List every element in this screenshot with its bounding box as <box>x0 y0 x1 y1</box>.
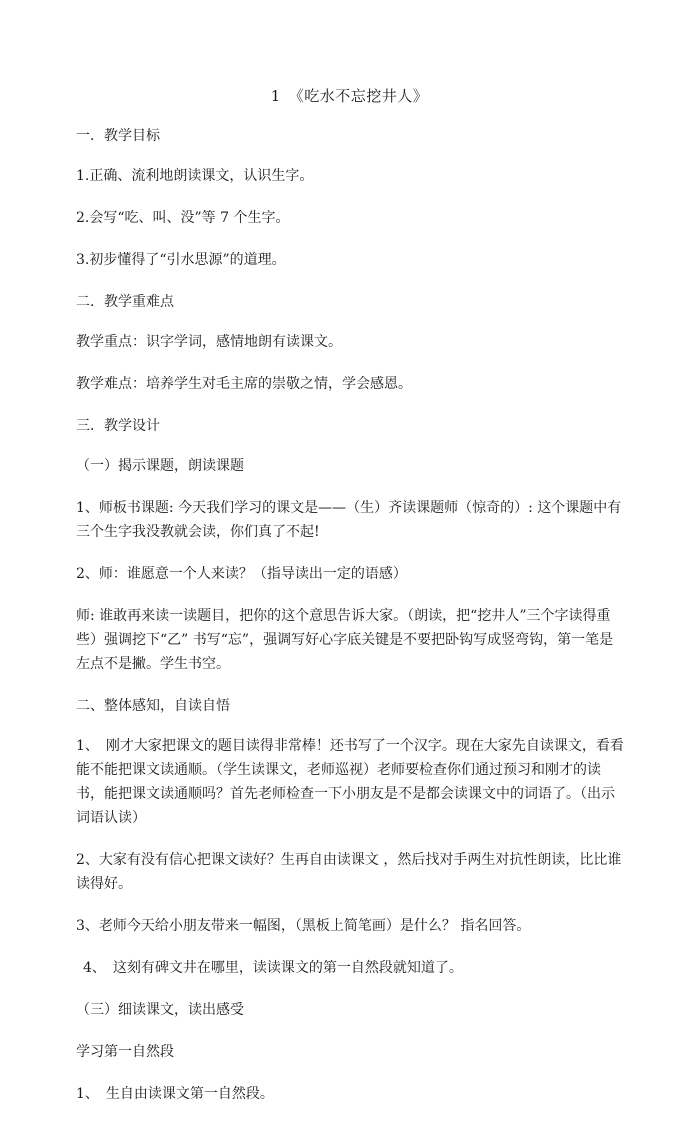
subheading-first-paragraph: 学习第一自然段 <box>76 1044 174 1060</box>
document-body <box>76 124 624 1124</box>
document-title: 1 《吃水不忘挖井人》 <box>270 87 429 105</box>
paragraph-overall-2: 2、大家有没有信心把课文读好？生再自由读课文 ，然后找对手两生对抗性朗读，比比谁读得好。 <box>76 852 622 892</box>
subheading-reveal-topic: （一）揭示课题，朗读课题 <box>76 458 244 474</box>
paragraph-read-first: 1、 生自由读课文第一自然段。 <box>76 1086 274 1102</box>
subheading-close-reading: （三）细读课文，读出感受 <box>76 1002 244 1018</box>
paragraph-step-1: 1、师板书课题: 今天我们学习的课文是——（生）齐读课题师（惊奇的）: 这个课题中有三个生字我没教就会读，你们真了不起! <box>76 500 622 540</box>
paragraph-overall-1: 1、 刚才大家把课文的题目读得非常棒！还书写了一个汉字。现在大家先自读课文，看看能不能把课文读通顺。（学生读课文，老师巡视）老师要检查你们通过预习和刚才的读书，能把课文读通顺吗？首先老师检查一下小朋友是不是都会读课文中的词语了。（出示词语认读） <box>76 738 624 826</box>
section-heading-goals: 一．教学目标 <box>76 128 160 144</box>
section-heading-overall: 二、整体感知，自读自悟 <box>76 698 230 714</box>
section-heading-key-points: 二．教学重难点 <box>76 294 174 310</box>
section-heading-design: 三．教学设计 <box>76 418 160 434</box>
goal-item-2: 2.会写“吃、叫、没”等 7 个生字。 <box>76 210 290 226</box>
key-point: 教学重点：识字学词，感情地朗有读课文。 <box>76 334 342 350</box>
paragraph-teacher: 师: 谁敢再来读一读题目，把你的这个意思告诉大家。（朗读，把“挖井人”三个字读得重些）强调挖下“乙” 书写“忘”，强调写好心字底关键是不要把卧钩写成竖弯钩，第一笔是左点不是撇。学生书空。 <box>76 608 614 672</box>
difficult-point: 教学难点：培养学生对毛主席的崇敬之情，学会感恩。 <box>76 376 412 392</box>
paragraph-overall-3: 3、老师今天给小朋友带来一幅图，（黑板上简笔画）是什么？ 指名回答。 <box>76 918 531 934</box>
paragraph-overall-4: 4、 这刻有碑文井在哪里，读读课文的第一自然段就知道了。 <box>83 960 463 976</box>
goal-item-1: 1.正确、流利地朗读课文，认识生字。 <box>76 168 314 184</box>
goal-item-3: 3.初步懂得了“引水思源”的道理。 <box>76 252 286 268</box>
paragraph-step-2: 2、师：谁愿意一个人来读？（指导读出一定的语感） <box>76 566 407 582</box>
